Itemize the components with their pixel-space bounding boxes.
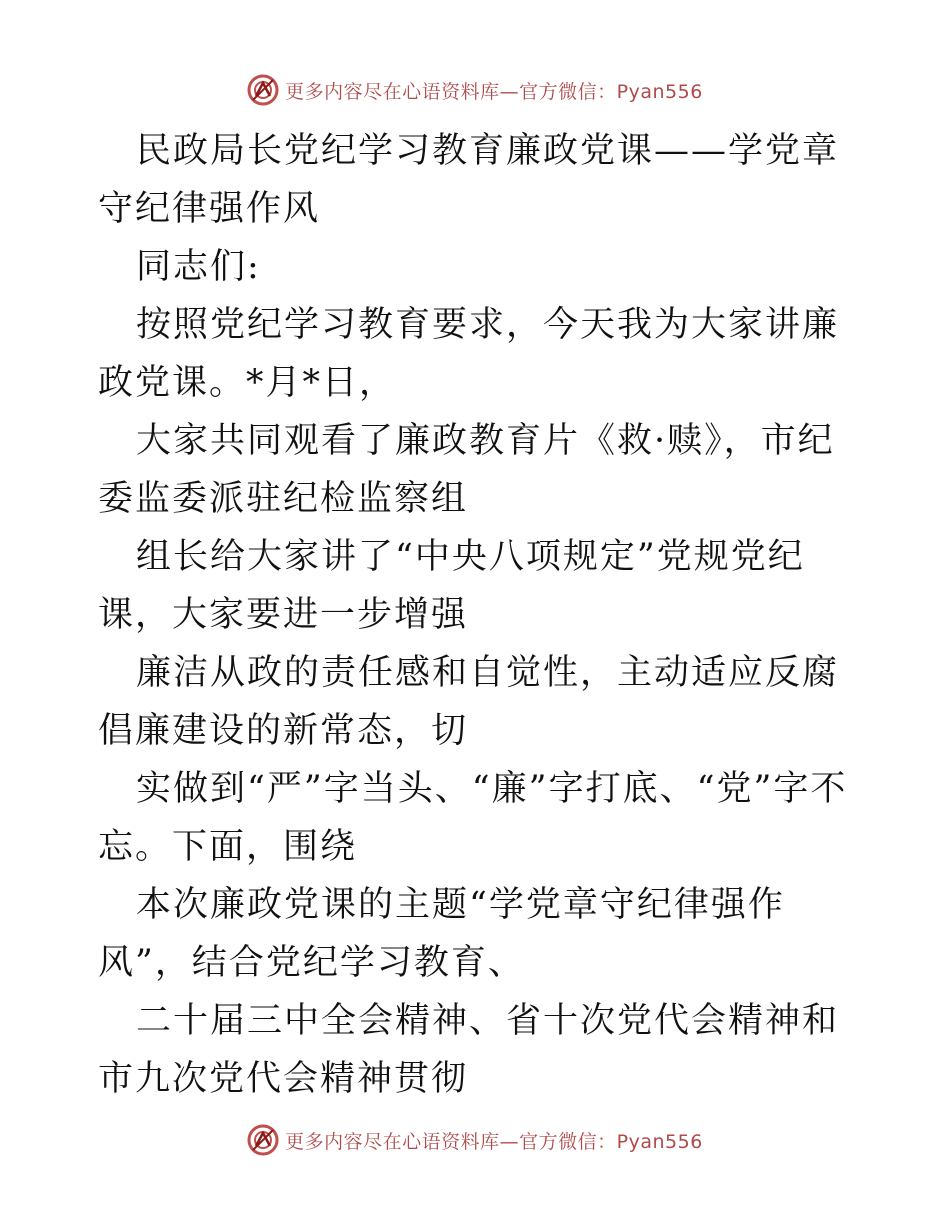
paragraph: 廉洁从政的责任感和自觉性，主动适应反腐倡廉建设的新常态，切 xyxy=(98,653,840,751)
paragraph: 实做到“严”字当头、“廉”字打底、“党”字不忘。下面，围绕 xyxy=(98,769,848,867)
header-banner xyxy=(0,70,950,110)
paragraph: 按照党纪学习教育要求，今天我为大家讲廉政党课。*月*日， xyxy=(98,305,840,403)
paragraph: 大家共同观看了廉政教育片《救·赎》，市纪委监委派驻纪检监察组 xyxy=(98,421,835,519)
seal-logo-icon xyxy=(247,74,279,106)
footer-banner xyxy=(0,1120,950,1160)
paragraph: 组长给大家讲了“中央八项规定”党规党纪课，大家要进一步增强 xyxy=(98,537,805,635)
document-title: 民政局长党纪学习教育廉政党课——学党章守纪律强作风 xyxy=(98,131,840,229)
paragraph: 同志们: xyxy=(136,247,261,287)
header-banner-text: 更多内容尽在心语资料库—官方微信：Pyan556 xyxy=(285,80,703,103)
document-body xyxy=(98,122,854,1108)
paragraph: 本次廉政党课的主题“学党章守纪律强作风”，结合党纪学习教育、 xyxy=(98,885,785,983)
footer-banner-text: 更多内容尽在心语资料库—官方微信：Pyan556 xyxy=(285,1130,703,1153)
seal-logo-icon xyxy=(247,1124,279,1156)
paragraph: 二十届三中全会精神、省十次党代会精神和市九次党代会精神贯彻 xyxy=(98,1001,840,1099)
